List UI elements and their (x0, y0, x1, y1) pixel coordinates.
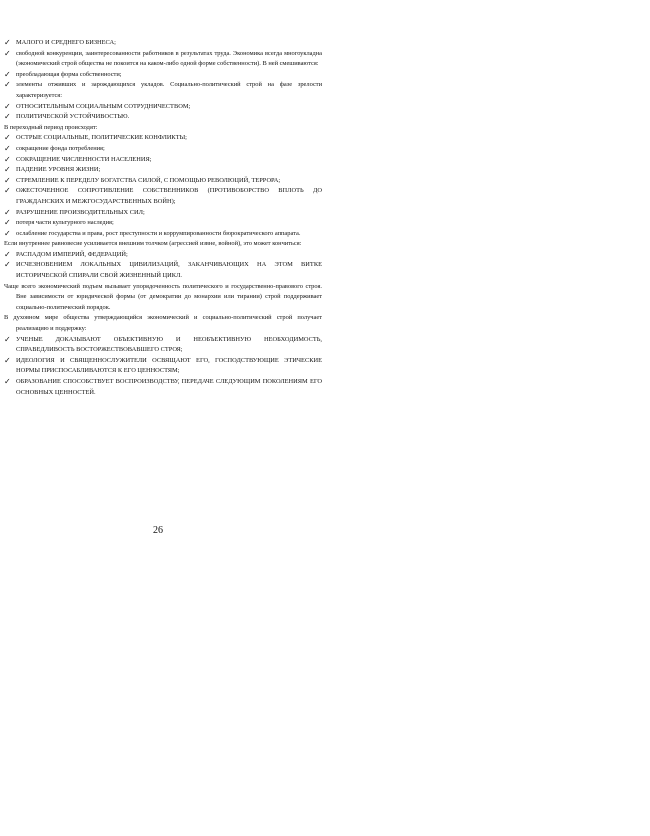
paragraph: Если внутреннее равновесие усиливается внешним толчком (агрессией извне, войной), это может кончиться: (4, 240, 302, 248)
check-icon: ✓ (4, 80, 11, 90)
check-icon: ✓ (4, 377, 11, 386)
check-icon: ✓ (4, 175, 11, 185)
list-item (4, 377, 322, 398)
list-item-text: ОБРАЗОВАНИЕ СПОСОБСТВУЕТ ВОСПРОИЗВОДСТВУ, ПЕРЕДАЧЕ СЛЕДУЮЩИМ ПОКОЛЕНИЯМ ЕГО ОСНОВНЫХ ЦЕННОСТЕЙ. (16, 378, 322, 396)
check-icon: ✓ (4, 69, 11, 79)
list-item (4, 356, 322, 377)
document-body (4, 38, 322, 398)
list-item-text: МАЛОГО И СРЕДНЕГО БИЗНЕСА; (16, 39, 116, 46)
list-item-text: сокращение фонда потребления; (16, 144, 105, 152)
paragraph: В духовном мире общества утверждающийся экономический и социально-политический строй получает реализацию и поддержку: (4, 314, 322, 333)
list-item-text: элементы отживших и зарождающихся укладов. Социально-политический строй на фазе зрелости характеризуется: (16, 81, 322, 99)
check-icon: ✓ (4, 228, 11, 238)
list-item (4, 112, 322, 123)
list-item (4, 133, 322, 144)
list-item (4, 80, 322, 101)
check-icon: ✓ (4, 218, 11, 228)
paragraph: Чаще всего экономический подъем вызывает упорядоченность политического и государственно-правового строя. Вне зависимости от юридической формы (от демократии до монархии или тирании) строй поддерживает социально-политический порядок. (4, 282, 322, 311)
check-icon: ✓ (4, 334, 11, 344)
list-item-text: СОКРАЩЕНИЕ ЧИСЛЕННОСТИ НАСЕЛЕНИЯ; (16, 155, 152, 163)
list-item (4, 155, 322, 166)
list-item (4, 70, 322, 81)
list-item (4, 186, 322, 207)
check-icon: ✓ (4, 143, 11, 153)
list-item-text: свободной конкуренции, заинтересованности работников в результатах труда. Экономика всегда многоукладна (экономический строй общества не покоится на каком-либо одной форме собственности). В ней смешиваются: (16, 49, 322, 68)
list-item (4, 229, 322, 240)
list-item-text: РАСПАДОМ ИМПЕРИЙ, ФЕДЕРАЦИЙ; (16, 250, 128, 258)
list-item (4, 102, 322, 113)
check-icon: ✓ (4, 186, 11, 196)
check-icon: ✓ (4, 154, 11, 164)
list-item-text: ПОЛИТИЧЕСКОЙ УСТОЙЧИВОСТЬЮ. (16, 113, 130, 121)
page-number: 26 (153, 525, 163, 536)
list-item-text: ИСЧЕЗНОВЕНИЕМ ЛОКАЛЬНЫХ ЦИВИЛИЗАЦИЙ, ЗАКАНЧИВАЮЩИХ НА ЭТОМ ВИТКЕ ИСТОРИЧЕСКОЙ СПИРАЛИ СВОЙ ЖИЗНЕННЫЙ ЦИКЛ. (16, 261, 322, 280)
check-icon: ✓ (4, 165, 11, 175)
list-item (4, 38, 322, 49)
check-icon: ✓ (4, 48, 11, 58)
check-icon: ✓ (4, 133, 11, 143)
check-icon: ✓ (4, 249, 11, 259)
check-icon: ✓ (4, 112, 11, 122)
list-item-text: ОТНОСИТЕЛЬНЫМ СОЦИАЛЬНЫМ СОТРУДНИЧЕСТВОМ; (16, 102, 191, 110)
check-icon: ✓ (4, 260, 11, 270)
list-item (4, 208, 322, 219)
check-icon: ✓ (4, 207, 11, 217)
list-item-text: потеря части культурного наследия; (16, 219, 114, 227)
list-item-text: СТРЕМЛЕНИЕ К ПЕРЕДЕЛУ БОГАТСТВА СИЛОЙ, С ПОМОЩЬЮ РЕВОЛЮЦИЙ, ТЕРРОРА; (16, 176, 281, 184)
list-item-text: ИДЕОЛОГИЯ И СВЯЩЕННОСЛУЖИТЕЛИ ОСВЯЩАЮТ ЕГО, ГОСПОДСТВУЮЩИЕ ЭТИЧЕСКИЕ НОРМЫ ПРИСПОСАБЛИВАЮТСЯ К ЕГО ЦЕННОСТЯМ; (16, 356, 322, 375)
list-item-text: УЧЕНЫЕ ДОКАЗЫВАЮТ ОБЪЕКТИВНУЮ И НЕОБЪЕКТИВНУЮ НЕОБХОДИМОСТЬ, СПРАВЕДЛИВОСТЬ ВОСТОРЖЕСТВОВАВШЕГО СТРОЯ; (16, 335, 322, 354)
paragraph: В переходный период происходят: (4, 123, 98, 131)
list-item (4, 218, 322, 229)
list-item (4, 144, 322, 155)
list-item (4, 250, 322, 261)
list-item-text: ОСТРЫЕ СОЦИАЛЬНЫЕ, ПОЛИТИЧЕСКИЕ КОНФЛИКТЫ; (16, 134, 187, 142)
check-icon: ✓ (4, 355, 11, 365)
list-item-text: ОЖЕСТОЧЕННОЕ СОПРОТИВЛЕНИЕ СОБСТВЕННИКОВ (ПРОТИВОБОРСТВО ВПЛОТЬ ДО ГРАЖДАНСКИХ И МЕЖГОСУДАРСТВЕННЫХ ВОЙН); (16, 187, 322, 205)
list-item (4, 260, 322, 281)
check-icon: ✓ (4, 38, 11, 47)
list-item (4, 176, 322, 187)
list-item-text: РАЗРУШЕНИЕ ПРОИЗВОДИТЕЛЬНЫХ СИЛ; (16, 208, 145, 216)
check-icon: ✓ (4, 101, 11, 111)
list-item-text: ПАДЕНИЕ УРОВНЯ ЖИЗНИ; (16, 166, 101, 174)
list-item (4, 165, 322, 176)
list-item-text: преобладающая форма собственности; (16, 70, 122, 78)
list-item (4, 49, 322, 70)
list-item-text: ослабление государства и права, рост преступности и коррумпированности бюрократического аппарата. (16, 229, 301, 237)
list-item (4, 335, 322, 356)
